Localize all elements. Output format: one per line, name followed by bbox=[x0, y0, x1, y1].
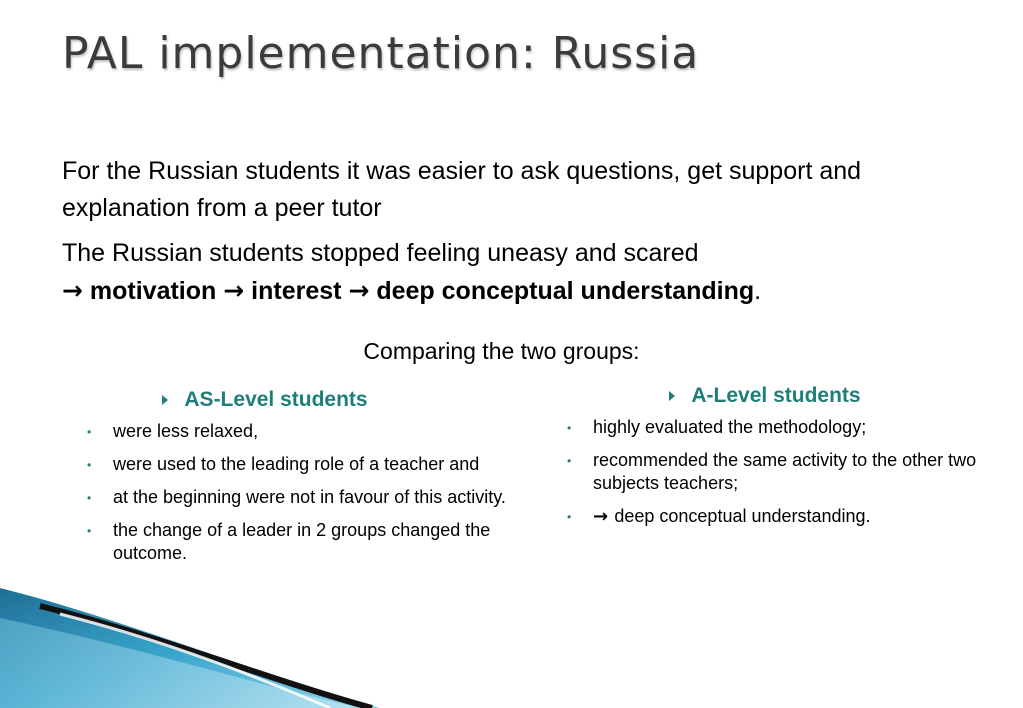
as-level-column bbox=[85, 388, 525, 575]
bullet-dot-icon: • bbox=[87, 491, 92, 505]
as-level-heading-text: AS-Level students bbox=[184, 388, 368, 411]
bullet-dot-icon: • bbox=[567, 510, 572, 524]
intro-paragraph-1: For the Russian students it was easier to ask questions, get support and explanation from a peer tutor bbox=[62, 157, 862, 222]
list-item bbox=[565, 416, 985, 439]
slide-title: PAL implementation: Russia bbox=[62, 28, 700, 79]
intro-text bbox=[62, 153, 962, 310]
list-item-text: highly evaluated the methodology; bbox=[593, 417, 867, 437]
a-level-list bbox=[565, 416, 985, 528]
triangle-bullet-icon bbox=[162, 395, 168, 405]
decorative-swoosh bbox=[0, 588, 380, 708]
right-arrow-icon: → bbox=[593, 506, 615, 527]
list-item bbox=[85, 420, 525, 443]
right-arrow-icon: → bbox=[223, 276, 245, 305]
bullet-dot-icon: • bbox=[567, 454, 572, 468]
bullet-dot-icon: • bbox=[87, 458, 92, 472]
chain-deep-understanding: deep conceptual understanding bbox=[376, 277, 755, 305]
list-item bbox=[85, 486, 525, 509]
list-item-text: were used to the leading role of a teacher and bbox=[113, 454, 480, 474]
a-level-heading-text: A-Level students bbox=[691, 384, 861, 407]
intro-paragraph-2 bbox=[62, 235, 962, 310]
compare-heading: Comparing the two groups: bbox=[363, 338, 640, 364]
list-item bbox=[85, 453, 525, 476]
list-item-text: deep conceptual understanding. bbox=[614, 506, 871, 526]
list-item bbox=[85, 519, 525, 565]
list-item bbox=[565, 505, 985, 528]
chain-interest: interest bbox=[251, 277, 342, 305]
list-item bbox=[565, 449, 985, 495]
chain-period: . bbox=[754, 277, 762, 305]
triangle-bullet-icon bbox=[669, 391, 675, 401]
chain-motivation: motivation bbox=[89, 277, 217, 305]
list-item-text: at the beginning were not in favour of this activity. bbox=[113, 487, 506, 507]
intro-line-2: The Russian students stopped feeling uneasy and scared bbox=[62, 239, 699, 267]
list-item-text: recommended the same activity to the other two subjects teachers; bbox=[593, 450, 977, 493]
list-item-text: were less relaxed, bbox=[113, 421, 259, 441]
bullet-dot-icon: • bbox=[87, 524, 92, 538]
list-item-text: the change of a leader in 2 groups changed the outcome. bbox=[113, 520, 491, 563]
right-arrow-icon: → bbox=[62, 276, 83, 305]
a-level-heading bbox=[545, 384, 985, 408]
as-level-list bbox=[85, 420, 525, 565]
bullet-dot-icon: • bbox=[567, 421, 572, 435]
a-level-column bbox=[565, 384, 985, 538]
bullet-dot-icon: • bbox=[87, 425, 92, 439]
as-level-heading bbox=[5, 388, 525, 412]
right-arrow-icon: → bbox=[348, 276, 370, 305]
